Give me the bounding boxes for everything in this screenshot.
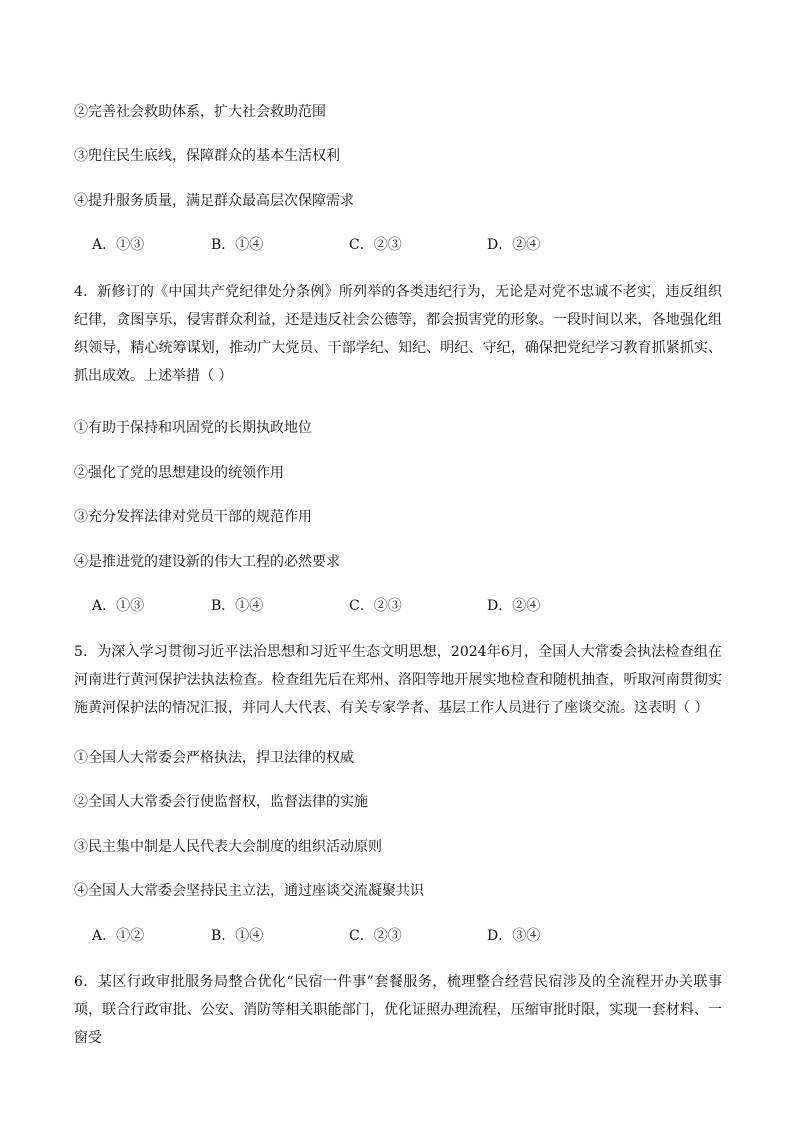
q5-statement-1: ①全国人大常委会严格执法，捍卫法律的权威 (74, 750, 354, 766)
q5-statement-3: ③民主集中制是人民代表大会制度的组织活动原则 (74, 839, 382, 855)
q6-stem: 6．某区行政审批服务局整合优化“民宿一件事”套餐服务，梳理整合经营民宿涉及的全流程开办关联事项，联合行政审批、公安、消防等相关职能部门，优化证照办理流程，压缩审批时限，实现一套材料、一窗受 (74, 974, 722, 1046)
q5-stem: 5．为深入学习贯彻习近平法治思想和习近平生态文明思想，2024年6月，全国人大常委会执法检查组在河南进行黄河保护法执法检查。检查组先后在郑州、洛阳等地开展实地检查和随机抽查，听取河南贯彻实施黄河保护法的情况汇报，并同人大代表、有关专家学者、基层工作人员进行了座谈交流。这表明（ ） (74, 644, 722, 716)
q5-options (92, 926, 692, 946)
q4-stem: 4．新修订的《中国共产党纪律处分条例》所列举的各类违纪行为，无论是对党不忠诚不老实，违反组织纪律，贪图享乐，侵害群众利益，还是违反社会公德等，都会损害党的形象。一段时间以来，各地强化组织领导，精心统筹谋划，推动广大党员、干部学纪、知纪、明纪、守纪，确保把党纪学习教育抓紧抓实、抓出成效。上述举措（ ） (74, 284, 722, 384)
q4-statement-2: ②强化了党的思想建设的统领作用 (74, 465, 284, 481)
q5-statement-4: ④全国人大常委会坚持民主立法，通过座谈交流凝聚共识 (74, 883, 424, 899)
q3-options (92, 235, 692, 255)
q3-option-d: D．②④ (487, 237, 541, 253)
q3-statement-3: ③兜住民生底线，保障群众的基本生活权利 (74, 148, 340, 164)
q5-option-b: B．①④ (211, 928, 264, 944)
q4-option-d: D．②④ (487, 598, 541, 614)
q4-options (92, 596, 692, 616)
q5-option-d: D．③④ (487, 928, 541, 944)
q5-option-a: A．①② (92, 928, 145, 944)
q4-option-a: A．①③ (92, 598, 145, 614)
q5-statement-2: ②全国人大常委会行使监督权，监督法律的实施 (74, 794, 368, 810)
q3-option-b: B．①④ (211, 237, 264, 253)
q4-option-b: B．①④ (211, 598, 264, 614)
q5-option-c: C．②③ (349, 928, 402, 944)
q4-statement-3: ③充分发挥法律对党员干部的规范作用 (74, 509, 312, 525)
q3-option-a: A．①③ (92, 237, 145, 253)
q4-statement-1: ①有助于保持和巩固党的长期执政地位 (74, 420, 312, 436)
q3-statement-4: ④提升服务质量，满足群众最高层次保障需求 (74, 193, 354, 209)
q4-option-c: C．②③ (349, 598, 402, 614)
q4-statement-4: ④是推进党的建设新的伟大工程的必然要求 (74, 554, 340, 570)
q3-option-c: C．②③ (349, 237, 402, 253)
q3-statement-2: ②完善社会救助体系，扩大社会救助范围 (74, 104, 326, 120)
